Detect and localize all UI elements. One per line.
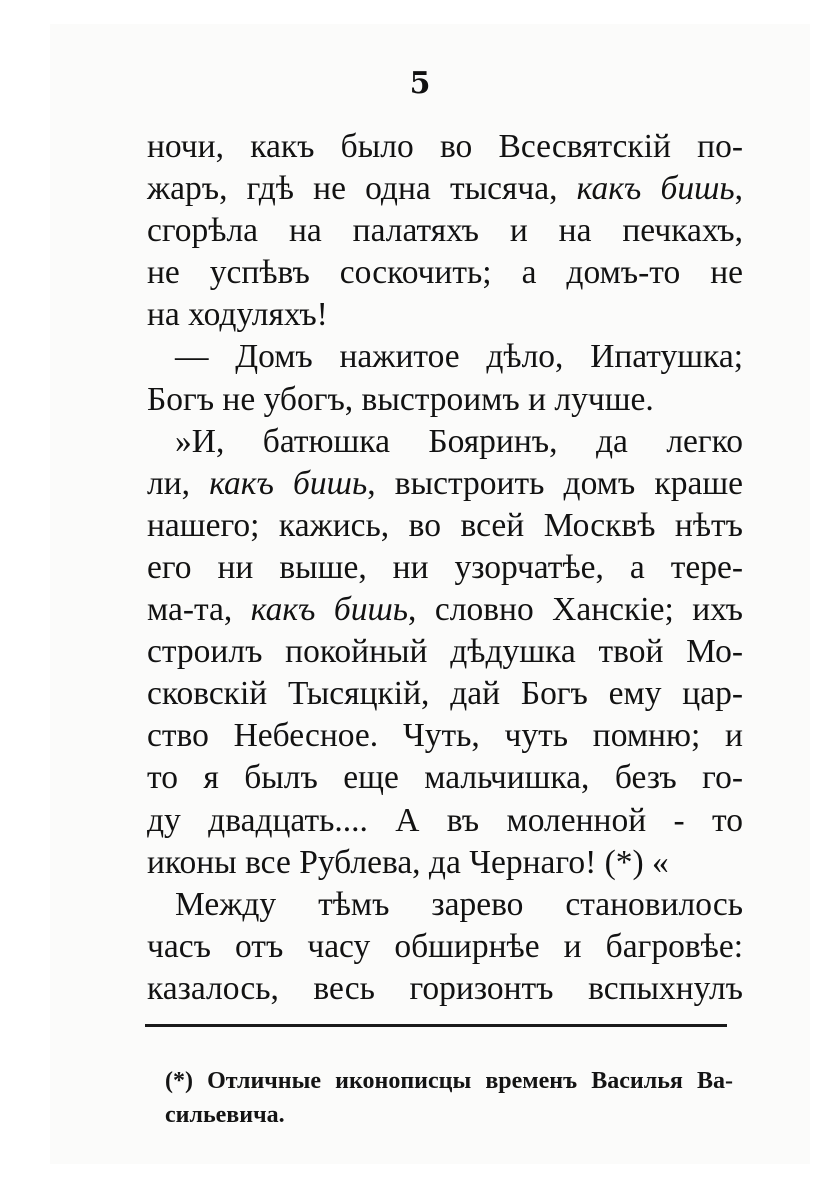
footnote-divider bbox=[145, 1024, 727, 1027]
text-line bbox=[147, 757, 743, 799]
text-run: , словно Ханскіе; ихъ bbox=[408, 591, 743, 629]
text-run: его ни выше, ни узорчатѣе, а тере- bbox=[147, 548, 743, 586]
text-run: то я былъ еще мальчишка, безъ го- bbox=[147, 759, 743, 797]
text-run: Между тѣмъ зарево становилось bbox=[175, 885, 743, 923]
text-run: строилъ покойный дѣдушка твой Мо- bbox=[147, 633, 743, 671]
text-line bbox=[147, 715, 743, 757]
text-line bbox=[147, 379, 743, 421]
footnote-line: (*) Отличные иконописцы временъ Василья Ва- bbox=[165, 1068, 733, 1094]
text-line bbox=[147, 884, 743, 926]
text-run: часъ отъ часу обширнѣе и багровѣе: bbox=[147, 927, 743, 965]
text-line bbox=[147, 631, 743, 673]
footnote bbox=[165, 1064, 733, 1132]
italic-phrase: какъ бишь bbox=[209, 464, 368, 502]
text-line bbox=[147, 800, 743, 842]
text-run: казалось, весь горизонтъ вспыхнулъ bbox=[147, 969, 743, 1007]
text-line bbox=[147, 126, 743, 168]
text-line bbox=[147, 168, 743, 210]
text-run: »И, батюшка Бояринъ, да легко bbox=[175, 422, 743, 460]
text-line bbox=[147, 547, 743, 589]
text-run: нашего; кажись, во всей Москвѣ нѣтъ bbox=[147, 506, 743, 544]
text-run: ство Небесное. Чуть, чуть помню; и bbox=[147, 717, 743, 755]
text-line bbox=[147, 210, 743, 252]
text-run: ду двадцать.... А въ моленной - то bbox=[147, 801, 743, 839]
text-run: Богъ не убогъ, выстроимъ и лучше. bbox=[147, 380, 654, 418]
text-line bbox=[147, 968, 743, 1010]
text-line bbox=[147, 252, 743, 294]
text-run: ли, bbox=[147, 464, 210, 502]
text-run: сковскій Тысяцкій, дай Богъ ему цар- bbox=[147, 675, 743, 713]
text-line bbox=[147, 505, 743, 547]
text-line bbox=[147, 926, 743, 968]
text-run: , bbox=[734, 170, 743, 208]
page-number: 5 bbox=[409, 66, 431, 101]
text-run: ма-та, bbox=[147, 591, 251, 629]
text-line bbox=[147, 421, 743, 463]
text-run: на ходуляхъ! bbox=[147, 296, 328, 334]
text-run: жаръ, гдѣ не одна тысяча, bbox=[147, 170, 577, 208]
body-text bbox=[147, 126, 743, 1010]
text-line bbox=[147, 589, 743, 631]
text-line bbox=[147, 294, 743, 336]
text-line bbox=[147, 463, 743, 505]
text-run: иконы все Рублева, да Чернаго! (*) « bbox=[147, 843, 669, 881]
text-run: , выстроить домъ краше bbox=[367, 464, 743, 502]
text-run: ночи, какъ было во Всесвятскій по- bbox=[147, 128, 743, 165]
text-line bbox=[147, 336, 743, 378]
footnote-line: сильевича. bbox=[165, 1102, 285, 1128]
text-line bbox=[147, 842, 743, 884]
text-line bbox=[147, 673, 743, 715]
italic-phrase: какъ бишь bbox=[576, 170, 735, 208]
text-run: — Домъ нажитое дѣло, Ипатушка; bbox=[175, 338, 743, 376]
italic-phrase: какъ бишь bbox=[250, 591, 409, 629]
text-run: сгорѣла на палатяхъ и на печкахъ, bbox=[147, 212, 743, 250]
text-run: не успѣвъ соскочить; а домъ-то не bbox=[147, 254, 743, 292]
